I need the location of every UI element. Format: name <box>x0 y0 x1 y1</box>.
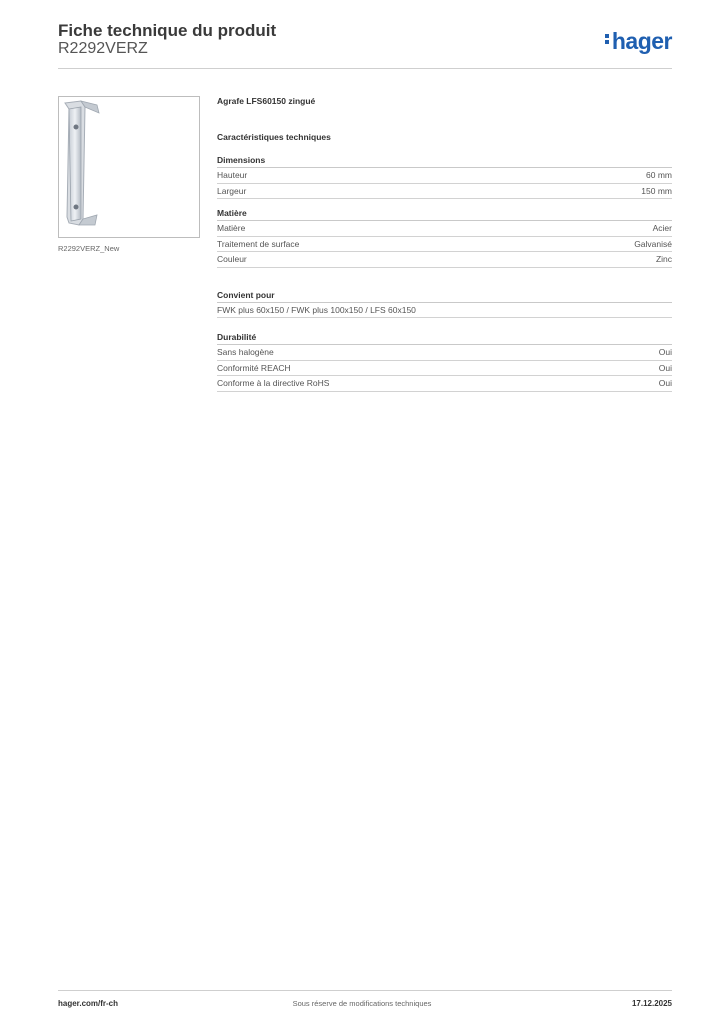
spec-label: Matière <box>217 223 246 233</box>
spec-row <box>217 345 672 361</box>
spec-row <box>217 168 672 184</box>
spec-label: Largeur <box>217 185 247 196</box>
hager-logo <box>605 28 672 55</box>
spec-value: Galvanisé <box>634 238 672 249</box>
spec-row <box>217 237 672 253</box>
spec-row <box>217 221 672 237</box>
group-durabilite <box>217 332 672 392</box>
spec-label: Hauteur <box>217 170 248 180</box>
group-title: Matière <box>217 208 672 221</box>
spec-value: Acier <box>652 223 672 233</box>
spec-label: Conformité REACH <box>217 362 291 373</box>
spec-label: Traitement de surface <box>217 238 300 249</box>
spec-label: Couleur <box>217 254 247 264</box>
footer-date: 17.12.2025 <box>631 999 672 1008</box>
logo-text: hager <box>611 28 672 54</box>
footer-disclaimer: Sous réserve de modifications techniques <box>292 999 432 1008</box>
page-title: Fiche technique du produit <box>58 21 277 40</box>
group-title: Convient pour <box>217 290 672 303</box>
spec-label: Conforme à la directive RoHS <box>217 378 330 388</box>
product-reference: R2292VERZ <box>58 40 148 57</box>
spec-value: Oui <box>658 347 672 357</box>
logo-colon-mark <box>605 32 610 46</box>
spec-value: 60 mm <box>646 170 672 180</box>
spec-row <box>217 303 672 319</box>
spec-row <box>217 361 672 377</box>
product-name: Agrafe LFS60150 zingué <box>217 96 316 106</box>
group-title: Dimensions <box>217 155 672 168</box>
spec-row <box>217 252 672 268</box>
spec-heading: Caractéristiques techniques <box>217 132 331 142</box>
spec-value: Oui <box>658 378 672 388</box>
spec-label: FWK plus 60x150 / FWK plus 100x150 / LFS 60x150 <box>217 304 416 315</box>
spec-row <box>217 184 672 200</box>
footer-website-link[interactable]: hager.com/fr-ch <box>58 999 119 1008</box>
spec-row <box>217 376 672 392</box>
group-convient-pour <box>217 290 672 319</box>
group-title: Durabilité <box>217 332 672 345</box>
spec-content <box>217 96 672 401</box>
group-matiere <box>217 208 672 268</box>
spec-value: 150 mm <box>641 185 672 196</box>
product-image <box>58 96 200 238</box>
image-caption: R2292VERZ_New <box>58 244 120 253</box>
spec-value: Zinc <box>655 254 672 264</box>
bracket-illustration <box>59 97 199 237</box>
group-dimensions <box>217 155 672 199</box>
header-divider <box>58 68 672 69</box>
footer-divider <box>58 990 672 991</box>
spec-value: Oui <box>658 362 672 373</box>
spec-label: Sans halogène <box>217 347 274 357</box>
